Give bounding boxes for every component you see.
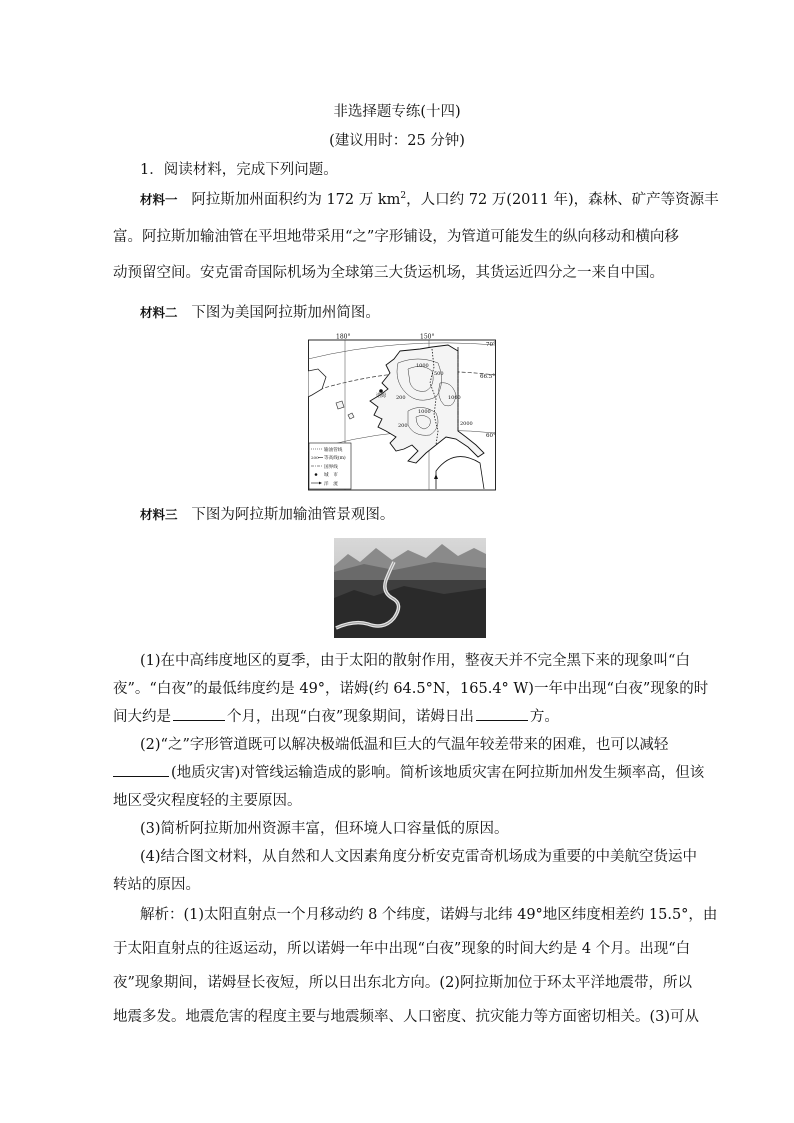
analysis-line4: 地震多发。地震危害的程度主要与地震频率、人口密度、抗灾能力等方面密切相关。(3)可从 bbox=[113, 1009, 700, 1025]
sub1-line1: (1)在中高纬度地区的夏季，由于太阳的散射作用，整夜天并不完全黑下来的现象叫“白 bbox=[140, 653, 690, 669]
contour-label: 1000 bbox=[448, 395, 461, 401]
city-nome-label: 诺姆 bbox=[376, 393, 387, 399]
sub2-line3: 地区受灾程度轻的主要原因。 bbox=[113, 793, 302, 809]
contour-label: 1000 bbox=[416, 363, 429, 369]
sub4-line2: 转站的原因。 bbox=[113, 877, 200, 893]
page-title: 非选择题专练(十四) bbox=[333, 104, 461, 120]
lat-70-label: 70° bbox=[486, 342, 496, 348]
material1-line2: 富。阿拉斯加输油管在平坦地带采用“之”字形铺设，为管道可能发生的纵向移动和横向移 bbox=[113, 229, 679, 245]
contour-label: 1000 bbox=[418, 409, 431, 415]
legend-contour: 等高线(m) bbox=[324, 456, 346, 461]
analysis-line3: 夜”现象期间，诺姆昼长夜短，所以日出东北方向。(2)阿拉斯加位于环太平洋地震带，所以 bbox=[113, 975, 692, 991]
answer-blank-months[interactable] bbox=[173, 708, 225, 721]
lon-150-label: 150° bbox=[420, 333, 435, 341]
legend-border: 国界线 bbox=[324, 465, 338, 470]
material1-line3: 动预留空间。安克雷奇国际机场为全球第三大货运机场，其货运近四分之一来自中国。 bbox=[113, 265, 664, 281]
sub4-line1: (4)结合图文材料，从自然和人文因素角度分析安克雷奇机场成为重要的中美航空货运中 bbox=[140, 849, 698, 865]
contour-label: 2000 bbox=[460, 421, 473, 427]
sub1-line3: 间大约是 个月，出现“白夜”现象期间，诺姆日出 方。 bbox=[113, 709, 559, 725]
legend-pipeline: 输油管线 bbox=[324, 448, 343, 453]
legend-city-symbol bbox=[315, 473, 318, 476]
map-legend bbox=[309, 443, 351, 489]
legend-city: 城 市 bbox=[324, 473, 338, 478]
alaska-map bbox=[308, 333, 496, 491]
material3-caption: 材料三 下图为阿拉斯加输油管景观图。 bbox=[140, 507, 395, 523]
lat-60-label: 60° bbox=[486, 433, 496, 439]
question-intro: 1．阅读材料，完成下列问题。 bbox=[140, 162, 338, 178]
material3-label: 材料三 bbox=[140, 507, 178, 522]
material2-label: 材料二 bbox=[140, 305, 178, 320]
material2-caption: 材料二 下图为美国阿拉斯加州简图。 bbox=[140, 305, 380, 321]
lat-665-label: 66.5° bbox=[480, 374, 495, 380]
material1-line1: 材料一 阿拉斯加州面积约为 172 万 $km^2$，人口约 72 万(2011 年)，森林、矿产等资源丰 bbox=[140, 191, 719, 208]
sub2-line1: (2)“之”字形管道既可以解决极端低温和巨大的气温年较差带来的困难，也可以减轻 bbox=[140, 737, 669, 753]
photo-foreground bbox=[334, 586, 486, 638]
page-subtitle: (建议用时：25 分钟) bbox=[329, 133, 465, 149]
sub1-line2: 夜”。“白夜”的最低纬度约是 49°，诺姆(约 64.5°N，165.4° W)一年中出现“白夜”现象的时 bbox=[113, 681, 709, 697]
answer-blank-direction[interactable] bbox=[476, 708, 528, 721]
analysis-line1: 解析：(1)太阳直射点一个月移动约 8 个纬度，诺姆与北纬 49°地区纬度相差约 15.5°，由 bbox=[140, 907, 718, 923]
answer-blank-hazard[interactable] bbox=[113, 764, 169, 777]
legend-current: 洋 流 bbox=[324, 482, 338, 487]
sub2-line2: (地质灾害)对管线运输造成的影响。简析该地质灾害在阿拉斯加州发生频率高，但该 bbox=[113, 764, 688, 783]
legend-contour-value: 200 bbox=[311, 455, 319, 460]
lon-180-label: 180° bbox=[336, 333, 351, 341]
pipeline-photo bbox=[334, 538, 486, 638]
contour-label: 200 bbox=[398, 423, 408, 429]
material1-label: 材料一 bbox=[140, 192, 178, 207]
sub3-line1: (3)简析阿拉斯加州资源丰富，但环境人口容量低的原因。 bbox=[140, 821, 509, 837]
contour-label: 200 bbox=[396, 395, 406, 401]
contour-label: 500 bbox=[434, 371, 444, 377]
analysis-line2: 于太阳直射点的往返运动，所以诺姆一年中出现“白夜”现象的时间大约是 4 个月。出现“白 bbox=[113, 941, 691, 957]
